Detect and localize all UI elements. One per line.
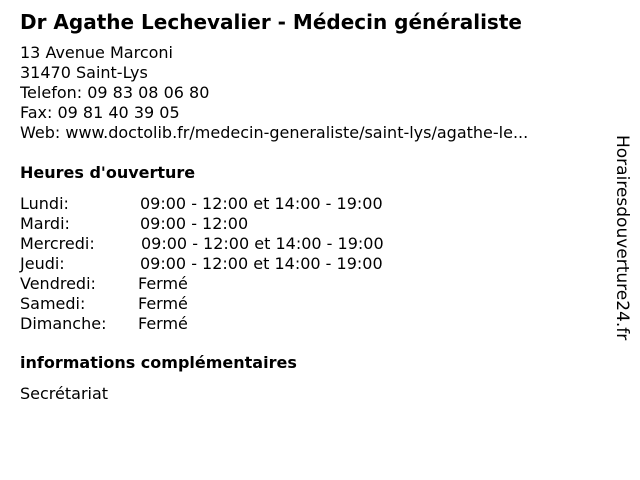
opening-hours-heading: Heures d'ouverture	[20, 163, 196, 182]
additional-info-heading: informations complémentaires	[20, 353, 297, 372]
street-address: 13 Avenue Marconi	[20, 43, 173, 62]
website-link[interactable]: Web: www.doctolib.fr/medecin-generaliste/saint-lys/agathe-le...	[20, 123, 529, 142]
day-label: Lundi:	[20, 194, 69, 213]
time-value: Fermé	[138, 314, 188, 333]
phone-number: Telefon: 09 83 08 06 80	[20, 83, 210, 102]
time-value: 09:00 - 12:00 et 14:00 - 19:00	[140, 254, 383, 273]
time-value: 09:00 - 12:00 et 14:00 - 19:00	[141, 234, 384, 253]
day-label: Mardi:	[20, 214, 70, 233]
time-value: Fermé	[138, 274, 188, 293]
time-value: Fermé	[138, 294, 188, 313]
day-label: Jeudi:	[20, 254, 65, 273]
page-title: Dr Agathe Lechevalier - Médecin généraliste	[20, 10, 522, 34]
city-postcode: 31470 Saint-Lys	[20, 63, 148, 82]
time-value: 09:00 - 12:00 et 14:00 - 19:00	[140, 194, 383, 213]
day-label: Mercredi:	[20, 234, 95, 253]
additional-info-text: Secrétariat	[20, 384, 109, 403]
watermark-text: Horairesdouverture24.fr	[612, 135, 632, 341]
site-watermark	[600, 135, 640, 375]
day-label: Vendredi:	[20, 274, 96, 293]
time-value: 09:00 - 12:00	[140, 214, 249, 233]
day-label: Dimanche:	[20, 314, 107, 333]
fax-number: Fax: 09 81 40 39 05	[20, 103, 180, 122]
day-label: Samedi:	[20, 294, 86, 313]
address-block	[20, 43, 590, 143]
